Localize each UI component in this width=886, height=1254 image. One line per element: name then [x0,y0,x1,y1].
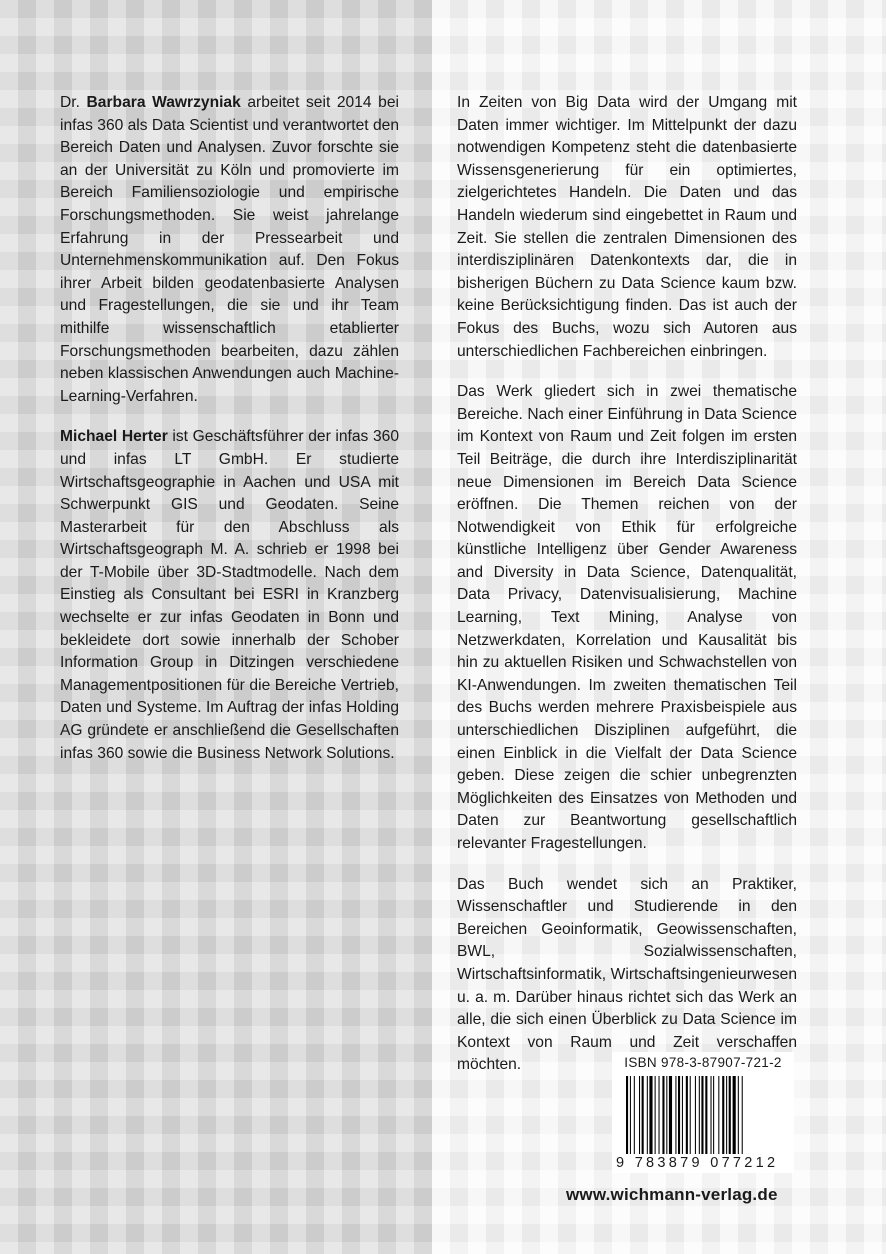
barcode-bar [630,1076,631,1154]
barcode-bar [722,1076,724,1154]
barcode-digits: 9 783879 077212 [616,1155,779,1171]
barcode-bar [649,1076,652,1154]
barcode-bar [713,1076,714,1154]
author-name: Barbara Wawrzyniak [86,94,241,111]
barcode-bar [634,1076,635,1154]
barcode-bar [729,1076,731,1154]
barcode-bar [682,1076,683,1154]
barcode-bar [639,1076,640,1154]
barcode-bar [659,1076,660,1154]
isbn-barcode [612,1052,794,1173]
barcode-bar [686,1076,688,1154]
barcode-bars [626,1076,786,1162]
description-paragraph-2: Das Werk gliedert sich in zwei thematische Bereiche. Nach einer Einführung in Data Science im Kontext von Raum und Zeit folgen im ersten Teil Beiträge, die durch ihre Interdisziplinarität neue Dimensionen im Bereich Data Science eröffnen. Die Themen reichen von der Notwendigkeit von Ethik für erfolgreiche künstliche Intelligenz über Gender Awareness and Diversity in Data Science, Datenqualität, Data Privacy, Datenvisualisierung, Machine Learning, Text Mining, Analyse von Netzwerkdaten, Korrelation und Kausalität bis hin zu aktuellen Risiken und Schwachstellen von KI-Anwendungen. Im zweiten thematischen Teil des Buchs werden mehrere Praxisbeispiele aus unterschiedlichen Disziplinen aufgeführt, die einen Einblick in die Vielfalt der Data Science geben. Diese zeigen die schier unbegrenzten Möglichkeiten des Einsatzes von Methoden und Daten zur Beantwortung gesellschaftlich relevanter Fragestellungen. [457,383,797,852]
barcode-bar [742,1076,743,1154]
barcode-bar [733,1076,736,1154]
barcode-bar [675,1076,676,1154]
barcode-bar [647,1076,648,1154]
author-bios-column [60,92,399,783]
barcode-bar [662,1076,664,1154]
author-name: Michael Herter [60,428,168,446]
barcode-bar [705,1076,707,1154]
book-description-column [457,92,797,1095]
barcode-bar [699,1076,700,1154]
barcode-bar [666,1076,667,1154]
author-bio-wawrzyniak: Dr. Barbara Wawrzyniak arbeitet seit 2014 bei infas 360 als Data Scientist und verantwortet den Bereich Daten und Analysen. Zuvor forschte sie an der Universität zu Köln und promovierte im Bereich Familiensoziologie und empirische Forschungsmethoden. Sie weist jahrelange Erfahrung in der Pressearbeit und Unternehmenskommunikation auf. Den Fokus ihrer Arbeit bilden geodatenbasierte Analysen und Fragestellungen, die sie und ihr Team mithilfe wissenschaftlich etablierter Forschungsmethoden bearbeiten, dazu zählen neben klassischen Anwendungen auch Machine-Learning-Verfahren. [60,94,399,405]
barcode-bar [642,1076,644,1154]
isbn-label: ISBN 978-3-87907-721-2 [624,1055,782,1070]
barcode-bar [669,1076,672,1154]
barcode-bar [738,1076,739,1154]
barcode-bar [718,1076,719,1154]
barcode-bar [655,1076,656,1154]
barcode-bar [726,1076,727,1154]
barcode-bar [690,1076,691,1154]
barcode-bar [626,1076,628,1154]
description-paragraph-1: In Zeiten von Big Data wird der Umgang mit Daten immer wichtiger. Im Mittelpunkt der dazu notwendigen Kompetenz steht die datenbasierte Wissensgenerierung für ein optimiertes, zielgerichtetes Handeln. Die Daten und das Handeln wiederum sind eingebettet in Raum und Zeit. Sie stellen die zentralen Dimensionen des interdisziplinären Datenkontexts dar, die in bisherigen Büchern zu Data Science kaum bzw. keine Berücksichtigung finden. Das ist auch der Fokus des Buchs, wozu sich Autoren aus unterschiedlichen Fachbereichen einbringen. [457,94,797,360]
publisher-website[interactable]: www.wichmann-verlag.de [566,1185,778,1204]
author-bio-herter: Michael Herter ist Geschäftsführer der infas 360 und infas LT GmbH. Er studierte Wirtschaftsgeographie in Aachen und USA mit Schwerpunkt GIS und Geodaten. Seine Masterarbeit für den Abschluss als Wirtschaftsgeograph M. A. schrieb er 1998 bei der T-Mobile über 3D-Stadtmodelle. Nach dem Einstieg als Consultant bei ESRI in Kranzberg wechselte er zur infas Geodaten in Bonn und bekleidete dort sowie innerhalb der Schober Information Group in Ditzingen verschiedene Managementpositionen für die Bereiche Vertrieb, Daten und Systeme. Im Auftrag der infas Holding AG gründete er anschließend die Gesellschaften infas 360 sowie die Business Network Solutions. [60,428,399,762]
description-paragraph-3: Das Buch wendet sich an Praktiker, Wissenschaftler und Studierende in den Bereichen Geoinformatik, Geowissenschaften, BWL, Sozialwissenschaften, Wirtschaftsinformatik, Wirtschaftsingenieurwesen u. a. m. Darüber hinaus richtet sich das Werk an alle, die sich einen Überblick zu Data Science im Kontext von Raum und Zeit verschaffen möchten. [457,875,797,1074]
barcode-bar [711,1076,712,1154]
barcode-bar [678,1076,680,1154]
barcode-bar [701,1076,703,1154]
barcode-bar [695,1076,696,1154]
